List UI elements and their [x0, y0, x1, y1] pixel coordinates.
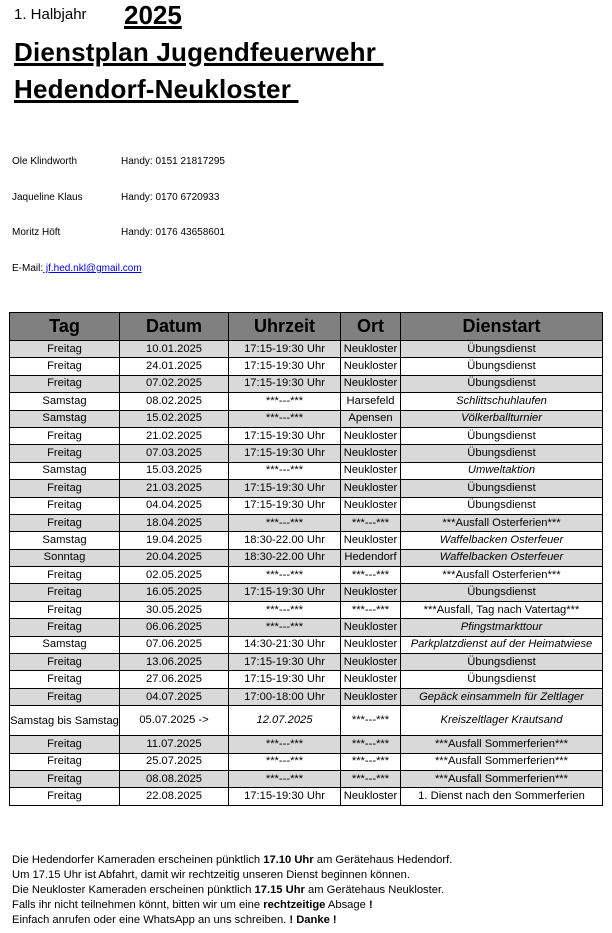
cell-ort: ***---***: [341, 601, 401, 618]
contact-phone: Handy: 0176 43658601: [121, 227, 225, 238]
cell-uhrzeit: 17:15-19:30 Uhr: [229, 671, 341, 688]
cell-datum: 22.08.2025: [120, 788, 229, 805]
cell-datum: 07.06.2025: [120, 636, 229, 653]
cell-dienstart: Übungsdienst: [401, 427, 603, 444]
cell-datum: 15.02.2025: [120, 410, 229, 427]
cell-ort: Neukloster: [341, 375, 401, 392]
cell-uhrzeit: ***---***: [229, 753, 341, 770]
contact-name: Moritz Höft: [12, 227, 61, 238]
footer-line: [12, 898, 452, 913]
table-row: [10, 462, 603, 479]
cell-uhrzeit: 18:30-22.00 Uhr: [229, 549, 341, 566]
cell-ort: Neukloster: [341, 671, 401, 688]
footer-bold-time: 17.10 Uhr: [263, 854, 314, 866]
cell-tag: Freitag: [10, 601, 120, 618]
cell-ort: Neukloster: [341, 341, 401, 358]
cell-tag: Freitag: [10, 584, 120, 601]
email-link[interactable]: jf.hed.nkl@gmail.com: [43, 263, 142, 274]
cell-datum: 25.07.2025: [120, 753, 229, 770]
cell-uhrzeit: ***---***: [229, 736, 341, 753]
cell-dienstart: Übungsdienst: [401, 654, 603, 671]
cell-dienstart: ***Ausfall Sommerferien***: [401, 736, 603, 753]
cell-datum: 24.01.2025: [120, 358, 229, 375]
cell-datum: 19.04.2025: [120, 532, 229, 549]
cell-tag: Samstag: [10, 462, 120, 479]
table-row: [10, 358, 603, 375]
column-header-dienstart: Dienstart: [401, 313, 603, 341]
table-row: [10, 736, 603, 753]
cell-dienstart: Übungsdienst: [401, 480, 603, 497]
cell-datum: 06.06.2025: [120, 619, 229, 636]
cell-dienstart: Übungsdienst: [401, 584, 603, 601]
cell-tag: Samstag: [10, 532, 120, 549]
cell-dienstart: Umweltaktion: [401, 462, 603, 479]
table-row: [10, 410, 603, 427]
table-row: [10, 770, 603, 787]
cell-uhrzeit: 17:15-19:30 Uhr: [229, 788, 341, 805]
cell-uhrzeit: 17:15-19:30 Uhr: [229, 445, 341, 462]
table-row: [10, 671, 603, 688]
cell-dienstart: Übungsdienst: [401, 497, 603, 514]
cell-dienstart: Übungsdienst: [401, 358, 603, 375]
cell-uhrzeit: 18:30-22.00 Uhr: [229, 532, 341, 549]
cell-ort: Hedendorf: [341, 549, 401, 566]
table-row: [10, 393, 603, 410]
footer-bold-time: 17.15 Uhr: [254, 884, 305, 896]
cell-dienstart: Pfingstmarkttour: [401, 619, 603, 636]
footer-text: Absage: [325, 899, 369, 911]
cell-uhrzeit: 17:15-19:30 Uhr: [229, 654, 341, 671]
table-row: [10, 480, 603, 497]
cell-ort: ***---***: [341, 514, 401, 531]
cell-datum: 27.06.2025: [120, 671, 229, 688]
document-title-line1: Dienstplan Jugendfeuerwehr: [14, 37, 384, 67]
cell-ort: ***---***: [341, 753, 401, 770]
cell-uhrzeit: 17:15-19:30 Uhr: [229, 584, 341, 601]
footer-text: Die Neukloster Kameraden erscheinen pünktlich: [12, 884, 255, 896]
column-header-uhrzeit: Uhrzeit: [229, 313, 341, 341]
contact-name: Jaqueline Klaus: [12, 192, 83, 203]
cell-uhrzeit: 14:30-21:30 Uhr: [229, 636, 341, 653]
cell-dienstart: Waffelbacken Osterfeuer: [401, 532, 603, 549]
contact-phone: Handy: 0170 6720933: [121, 192, 220, 203]
cell-dienstart: Übungsdienst: [401, 341, 603, 358]
cell-tag: Freitag: [10, 770, 120, 787]
cell-uhrzeit: 17:00-18:00 Uhr: [229, 688, 341, 705]
cell-uhrzeit: ***---***: [229, 601, 341, 618]
cell-dienstart: ***Ausfall, Tag nach Vatertag***: [401, 601, 603, 618]
cell-dienstart: ***Ausfall Sommerferien***: [401, 753, 603, 770]
cell-ort: ***---***: [341, 736, 401, 753]
cell-tag: Freitag: [10, 427, 120, 444]
cell-ort: Neukloster: [341, 532, 401, 549]
cell-uhrzeit: ***---***: [229, 770, 341, 787]
table-row: [10, 341, 603, 358]
cell-datum: 20.04.2025: [120, 549, 229, 566]
half-year-label: 1. Halbjahr: [14, 6, 87, 23]
cell-dienstart: ***Ausfall Sommerferien***: [401, 770, 603, 787]
cell-dienstart: Übungsdienst: [401, 445, 603, 462]
cell-tag: Freitag: [10, 445, 120, 462]
table-row: [10, 532, 603, 549]
table-row: [10, 619, 603, 636]
cell-uhrzeit: 12.07.2025: [229, 706, 341, 736]
cell-datum: 11.07.2025: [120, 736, 229, 753]
cell-datum: 21.02.2025: [120, 427, 229, 444]
cell-uhrzeit: ***---***: [229, 462, 341, 479]
cell-ort: Neukloster: [341, 497, 401, 514]
year-heading: 2025: [124, 0, 182, 30]
cell-datum: 04.04.2025: [120, 497, 229, 514]
cell-tag: Freitag: [10, 358, 120, 375]
table-row: [10, 514, 603, 531]
cell-ort: Apensen: [341, 410, 401, 427]
table-row: [10, 375, 603, 392]
table-row: [10, 753, 603, 770]
cell-datum: 16.05.2025: [120, 584, 229, 601]
cell-dienstart: Gepäck einsammeln für Zeltlager: [401, 688, 603, 705]
cell-tag: Freitag: [10, 671, 120, 688]
cell-dienstart: ***Ausfall Osterferien***: [401, 514, 603, 531]
cell-dienstart: Übungsdienst: [401, 671, 603, 688]
cell-dienstart: Parkplatzdienst auf der Heimatwiese: [401, 636, 603, 653]
cell-uhrzeit: 17:15-19:30 Uhr: [229, 480, 341, 497]
cell-dienstart: Waffelbacken Osterfeuer: [401, 549, 603, 566]
table-row: [10, 567, 603, 584]
cell-tag: Freitag: [10, 753, 120, 770]
cell-tag: Samstag: [10, 393, 120, 410]
cell-uhrzeit: 17:15-19:30 Uhr: [229, 427, 341, 444]
cell-ort: Neukloster: [341, 788, 401, 805]
column-header-datum: Datum: [120, 313, 229, 341]
cell-dienstart: Völkerballturnier: [401, 410, 603, 427]
cell-ort: Neukloster: [341, 462, 401, 479]
email-label: E-Mail:: [12, 263, 44, 274]
cell-datum: 04.07.2025: [120, 688, 229, 705]
table-row: [10, 601, 603, 618]
table-row: [10, 584, 603, 601]
cell-datum: 30.05.2025: [120, 601, 229, 618]
cell-ort: Neukloster: [341, 584, 401, 601]
cell-uhrzeit: ***---***: [229, 567, 341, 584]
footer-line: [12, 883, 452, 898]
footer-text: am Gerätehaus Neukloster.: [304, 884, 445, 896]
footer-bold-text: rechtzeitige: [263, 899, 326, 911]
cell-uhrzeit: ***---***: [229, 514, 341, 531]
cell-uhrzeit: 17:15-19:30 Uhr: [229, 358, 341, 375]
footer-bold-text: !: [368, 899, 373, 911]
column-header-ort: Ort: [341, 313, 401, 341]
cell-uhrzeit: 17:15-19:30 Uhr: [229, 341, 341, 358]
cell-datum: 10.01.2025: [120, 341, 229, 358]
table-row: [10, 445, 603, 462]
cell-datum: 07.02.2025: [120, 375, 229, 392]
cell-dienstart: ***Ausfall Osterferien***: [401, 567, 603, 584]
footer-line: Um 17.15 Uhr ist Abfahrt, damit wir rechtzeitig unseren Dienst beginnen können.: [12, 869, 410, 881]
cell-uhrzeit: ***---***: [229, 393, 341, 410]
cell-datum: 05.07.2025 ->: [120, 706, 229, 736]
cell-tag: Freitag: [10, 736, 120, 753]
email-row: [12, 263, 142, 274]
cell-ort: Neukloster: [341, 427, 401, 444]
cell-tag: Samstag: [10, 636, 120, 653]
table-row: [10, 788, 603, 805]
footer-text: Falls ihr nicht teilnehmen könnt, bitten wir um eine: [12, 899, 264, 911]
cell-dienstart: Schlittschuhlaufen: [401, 393, 603, 410]
table-row: [10, 636, 603, 653]
cell-ort: Neukloster: [341, 688, 401, 705]
cell-datum: 07.03.2025: [120, 445, 229, 462]
cell-tag: Freitag: [10, 654, 120, 671]
footer-line: [12, 853, 452, 868]
cell-tag: Freitag: [10, 619, 120, 636]
table-row: [10, 654, 603, 671]
cell-tag: Sonntag: [10, 549, 120, 566]
cell-datum: 21.03.2025: [120, 480, 229, 497]
cell-ort: Neukloster: [341, 358, 401, 375]
table-row: [10, 497, 603, 514]
table-row: [10, 427, 603, 444]
cell-ort: Neukloster: [341, 480, 401, 497]
cell-dienstart: Kreiszeltlager Krautsand: [401, 706, 603, 736]
cell-datum: 08.08.2025: [120, 770, 229, 787]
cell-ort: ***---***: [341, 567, 401, 584]
cell-ort: Neukloster: [341, 445, 401, 462]
footer-notes: [12, 853, 452, 928]
table-row: [10, 549, 603, 566]
cell-tag: Freitag: [10, 497, 120, 514]
cell-tag: Freitag: [10, 514, 120, 531]
cell-ort: Neukloster: [341, 636, 401, 653]
schedule-table: [9, 312, 603, 806]
document-title-line2: Hedendorf-Neukloster: [14, 74, 299, 104]
cell-tag: Freitag: [10, 788, 120, 805]
cell-ort: Neukloster: [341, 654, 401, 671]
cell-ort: ***---***: [341, 706, 401, 736]
cell-datum: 13.06.2025: [120, 654, 229, 671]
table-row: [10, 706, 603, 736]
footer-text: Einfach anrufen oder eine WhatsApp an uns schreiben.: [12, 914, 290, 926]
footer-text: Die Hedendorfer Kameraden erscheinen pünktlich: [12, 854, 264, 866]
footer-line: [12, 913, 452, 928]
column-header-tag: Tag: [10, 313, 120, 341]
table-header-row: [10, 313, 603, 341]
cell-tag: Freitag: [10, 567, 120, 584]
cell-tag: Samstag: [10, 410, 120, 427]
schedule-body: [10, 341, 603, 806]
cell-tag: Freitag: [10, 688, 120, 705]
cell-uhrzeit: ***---***: [229, 410, 341, 427]
cell-tag: Samstag bis Samstag: [10, 706, 120, 736]
cell-dienstart: Übungsdienst: [401, 375, 603, 392]
contact-name: Ole Klindworth: [12, 156, 78, 167]
cell-tag: Freitag: [10, 375, 120, 392]
cell-datum: 15.03.2025: [120, 462, 229, 479]
cell-dienstart: 1. Dienst nach den Sommerferien: [401, 788, 603, 805]
cell-uhrzeit: 17:15-19:30 Uhr: [229, 375, 341, 392]
contact-phone: Handy: 0151 21817295: [121, 156, 225, 167]
cell-ort: Neukloster: [341, 619, 401, 636]
cell-datum: 18.04.2025: [120, 514, 229, 531]
cell-uhrzeit: 17:15-19:30 Uhr: [229, 497, 341, 514]
cell-datum: 02.05.2025: [120, 567, 229, 584]
cell-uhrzeit: ***---***: [229, 619, 341, 636]
cell-ort: Harsefeld: [341, 393, 401, 410]
cell-tag: Freitag: [10, 341, 120, 358]
cell-datum: 08.02.2025: [120, 393, 229, 410]
cell-ort: ***---***: [341, 770, 401, 787]
footer-bold-text: ! Danke !: [289, 914, 337, 926]
cell-tag: Freitag: [10, 480, 120, 497]
footer-text: am Gerätehaus Hedendorf.: [313, 854, 453, 866]
table-row: [10, 688, 603, 705]
